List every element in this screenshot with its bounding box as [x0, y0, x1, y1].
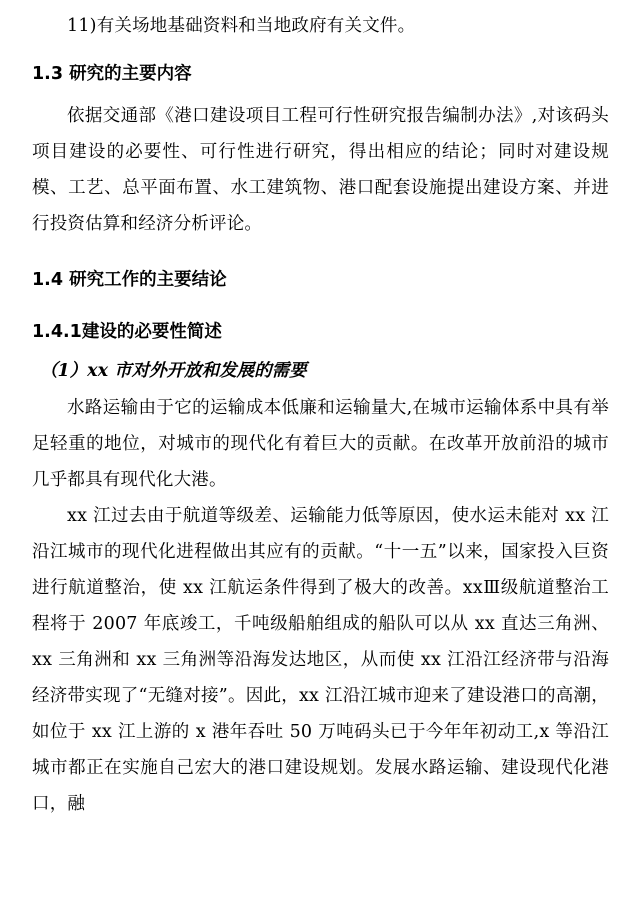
- section-1-4-heading: 1.4 研究工作的主要结论: [32, 270, 227, 290]
- section-1-3-heading: 1.3 研究的主要内容: [32, 64, 192, 84]
- paragraph-water-transport: 水路运输由于它的运输成本低廉和运输量大,在城市运输体系中具有举足轻重的地位，对城市的现代化有着巨大的贡献。在改革开放前沿的城市几乎都具有现代化大港。: [32, 398, 609, 490]
- subsection-1-heading: （1）xx 市对外开放和发展的需要: [40, 361, 307, 381]
- section-1-3-paragraph: 依据交通部《港口建设项目工程可行性研究报告编制办法》,对该码头项目建设的必要性、可行性进行研究，得出相应的结论；同时对建设规模、工艺、总平面布置、水工建筑物、港口配套设施提出建设方案、并进行投资估算和经济分析评论。: [32, 106, 609, 234]
- section-1-4-1-heading: 1.4.1建设的必要性简述: [32, 322, 222, 342]
- paragraph-river-development: xx 江过去由于航道等级差、运输能力低等原因，使水运未能对 xx 江沿江城市的现代化进程做出其应有的贡献。“十一五”以来，国家投入巨资进行航道整治，使 xx 江航运条件得到了极大的改善。xxⅢ级航道整治工程将于 2007 年底竣工，千吨级船舶组成的船队可以从 xx 直达三角洲、xx 三角洲和 xx 三角洲等沿海发达地区，从而使 xx 江沿江经济带与沿海经济带实现了“无缝对接”。因此，xx 江沿江城市迎来了建设港口的高潮，如位于 xx 江上游的 x 港年吞吐 50 万吨码头已于今年年初动工,x 等沿江城市都正在实施自己宏大的港口建设规划。发展水路运输、建设现代化港口，融: [32, 506, 609, 814]
- list-item-11: 11)有关场地基础资料和当地政府有关文件。: [67, 16, 416, 36]
